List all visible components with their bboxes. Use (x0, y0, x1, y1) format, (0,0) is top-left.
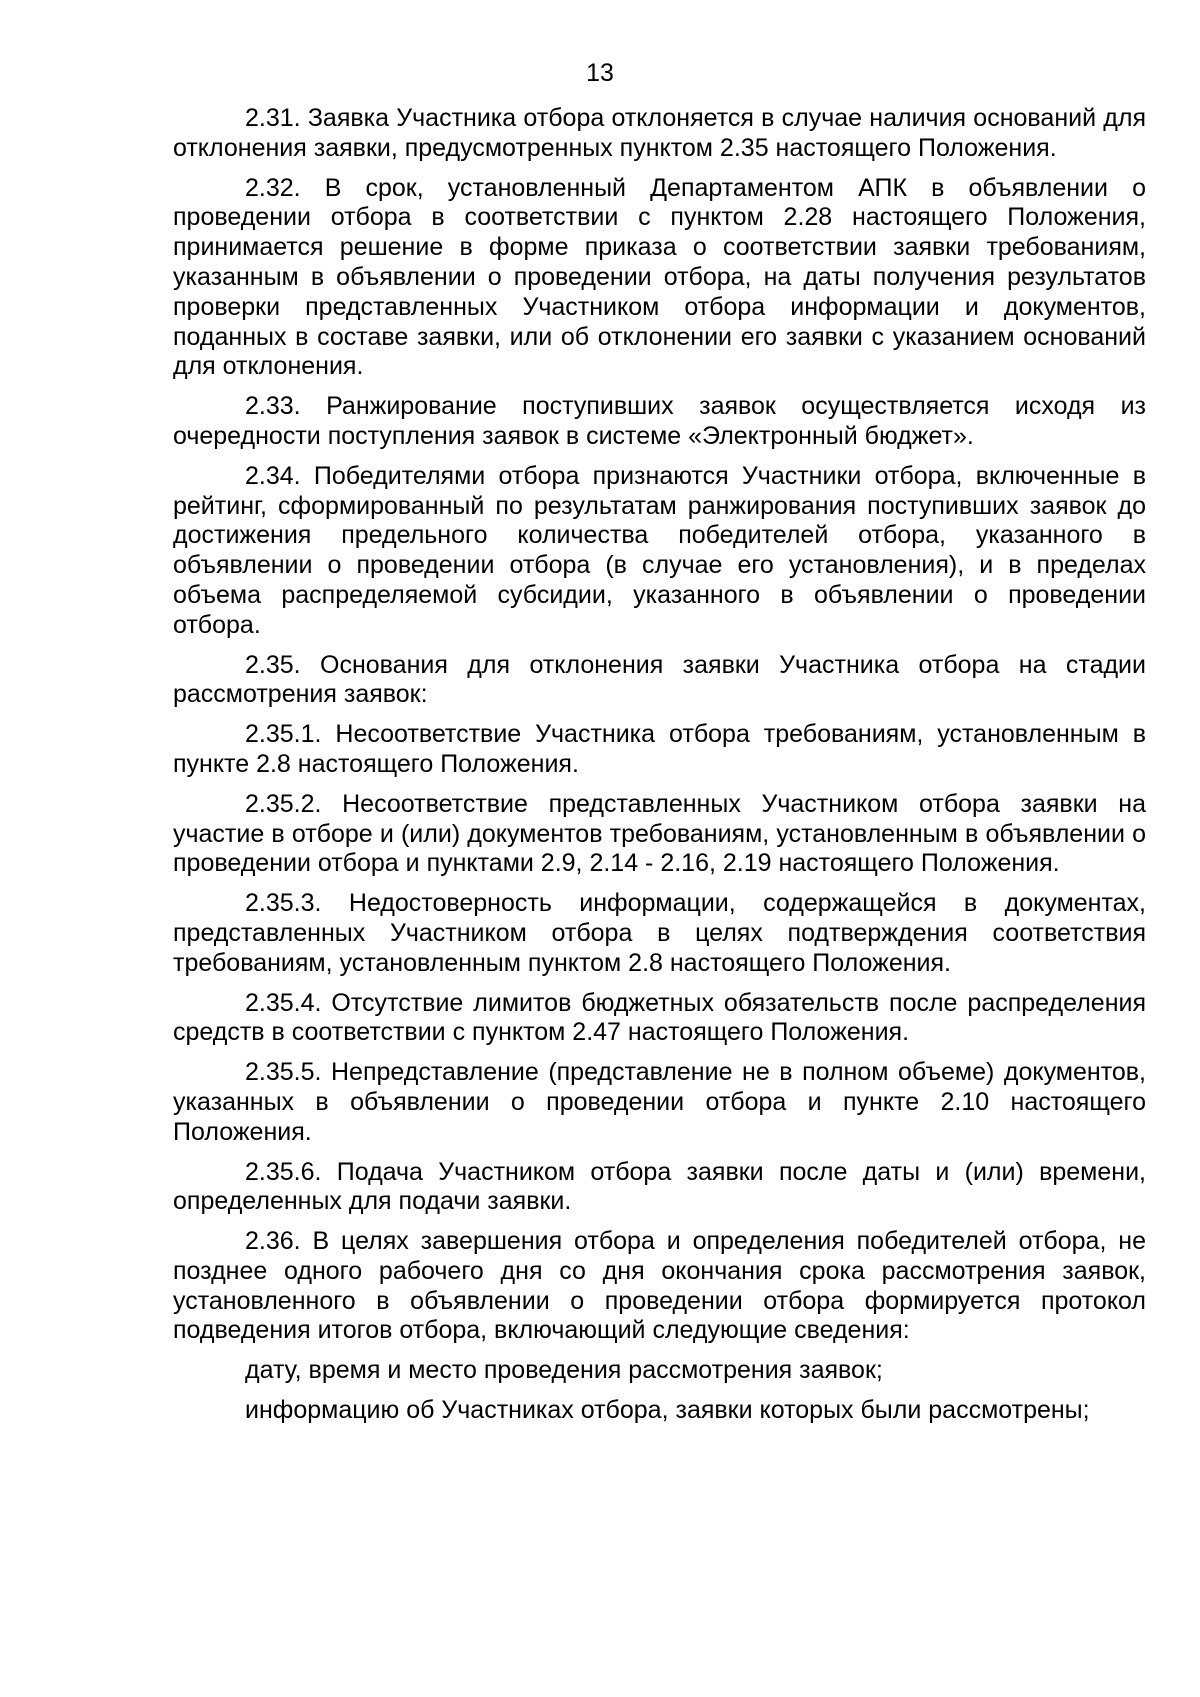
paragraph-2-35-6: 2.35.6. Подача Участником отбора заявки после даты и (или) времени, определенных для подачи заявки. (173, 1157, 1146, 1216)
paragraph-2-36: 2.36. В целях завершения отбора и определения победителей отбора, не позднее одного рабочего дня со дня окончания срока рассмотрения заявок, установленного в объявлении о проведении отбора формируется протокол подведения итогов отбора, включающий следующие сведения: (173, 1227, 1146, 1345)
paragraph-2-35-2: 2.35.2. Несоответствие представленных Участником отбора заявки на участие в отборе и (или) документов требованиям, установленным в объявлении о проведении отбора и пунктами 2.9, 2.14 - 2.16, 2.19 настоящего Положения. (173, 789, 1146, 878)
paragraph-2-35-3: 2.35.3. Недостоверность информации, содержащейся в документах, представленных Участником отбора в целях подтверждения соответствия требованиям, установленным пунктом 2.8 настоящего Положения. (173, 889, 1146, 977)
list-item-date-time-place: дату, время и место проведения рассмотрения заявок; (245, 1356, 883, 1385)
paragraph-2-35: 2.35. Основания для отклонения заявки Участника отбора на стадии рассмотрения заявок: (173, 650, 1146, 709)
document-body (173, 104, 1146, 1436)
paragraph-2-35-1: 2.35.1. Несоответствие Участника отбора требованиям, установленным в пункте 2.8 настоящего Положения. (173, 720, 1146, 778)
page-number: 13 (586, 59, 614, 87)
paragraph-2-31: 2.31. Заявка Участника отбора отклоняется в случае наличия оснований для отклонения заявки, предусмотренных пунктом 2.35 настоящего Положения. (173, 104, 1146, 162)
paragraph-2-32: 2.32. В срок, установленный Департаментом АПК в объявлении о проведении отбора в соответствии с пунктом 2.28 настоящего Положения, принимается решение в форме приказа о соответствии заявки требованиям, указанным в объявлении о проведении отбора, на даты получения результатов проверки представленных Участником отбора информации и документов, поданных в составе заявки, или об отклонении его заявки с указанием оснований для отклонения. (173, 173, 1146, 381)
paragraph-2-35-5: 2.35.5. Непредставление (представление не в полном объеме) документов, указанных в объявлении о проведении отбора и пункте 2.10 настоящего Положения. (173, 1058, 1146, 1146)
paragraph-2-33: 2.33. Ранжирование поступивших заявок осуществляется исходя из очередности поступления заявок в системе «Электронный бюджет». (173, 392, 1146, 450)
list-item-participants-info: информацию об Участниках отбора, заявки которых были рассмотрены; (245, 1396, 1090, 1425)
paragraph-2-35-4: 2.35.4. Отсутствие лимитов бюджетных обязательств после распределения средств в соответствии с пунктом 2.47 настоящего Положения. (173, 988, 1146, 1047)
paragraph-2-34: 2.34. Победителями отбора признаются Участники отбора, включенные в рейтинг, сформированный по результатам ранжирования поступивших заявок до достижения предельного количества победителей отбора, указанного в объявлении о проведении отбора (в случае его установления), и в пределах объема распределяемой субсидии, указанного в объявлении о проведении отбора. (173, 461, 1146, 639)
